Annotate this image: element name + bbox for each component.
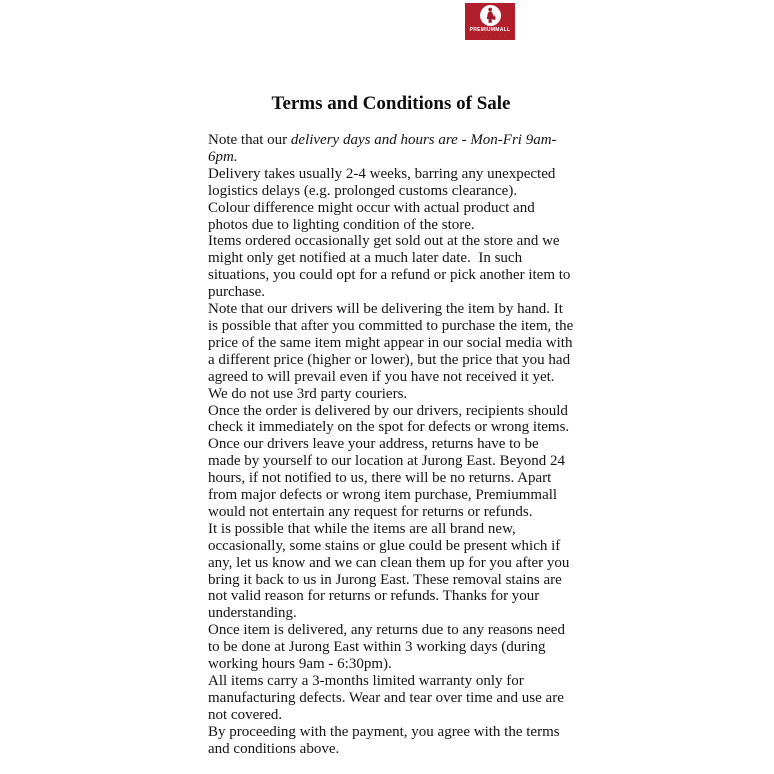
logo-tagline: · · · · · · · · bbox=[474, 34, 506, 38]
terms-paragraph: Items ordered occasionally get sold out at the store and we might only get notified at a much later date. In such situations, you could opt for a refund or pick another item to purchase. bbox=[208, 233, 575, 301]
terms-document bbox=[208, 92, 578, 758]
terms-paragraph: Once our drivers leave your address, returns have to be made by yourself to our location at Jurong East. Beyond 24 hours, if not notified to us, there will be no returns. Apart from major defects or wrong item purchase, Premiummall would not entertain any request for returns or refunds. bbox=[208, 436, 569, 520]
logo-brand-text: PREMIUMMALL bbox=[469, 27, 511, 33]
paragraph-text-italic: delivery days and hours are - Mon-Fri 9am-6pm. bbox=[208, 132, 557, 165]
paragraph-text: Note that our bbox=[208, 132, 291, 148]
shopper-silhouette-icon bbox=[480, 5, 501, 26]
terms-paragraph: Once the order is delivered by our drivers, recipients should check it immediately on the spot for defects or wrong items. bbox=[208, 402, 572, 436]
terms-paragraph: It is possible that while the items are all brand new, occasionally, some stains or glue could be present which if any, let us know and we can clean them up for you after you bring it back to us in Jurong East. These removal stains are not valid reason for returns or refunds. Thanks for your understanding. bbox=[208, 520, 574, 622]
terms-paragraph: Once item is delivered, any returns due to any reasons need to be done at Jurong East within 3 working days (during working hours 9am - 6:30pm). bbox=[208, 622, 569, 673]
terms-paragraph bbox=[208, 132, 574, 166]
terms-paragraph: Delivery takes usually 2-4 weeks, barring any unexpected logistics delays (e.g. prolonged customs clearance). bbox=[208, 165, 560, 199]
brand-logo bbox=[465, 3, 515, 40]
terms-paragraph: By proceeding with the payment, you agree with the terms and conditions above. bbox=[208, 723, 564, 757]
terms-paragraph: Note that our drivers will be delivering the item by hand. It is possible that after you committed to purchase the item, the price of the same item might appear in our social media with a different price (higher or lower), but the price that you had agreed to will prevail even if you have not received it yet. We do not use 3rd party couriers. bbox=[208, 301, 578, 402]
page-title: Terms and Conditions of Sale bbox=[271, 93, 511, 114]
terms-paragraph: All items carry a 3-months limited warranty only for manufacturing defects. Wear and tear over time and use are not covered. bbox=[208, 673, 568, 723]
terms-paragraph: Colour difference might occur with actual product and photos due to lighting condition of the store. bbox=[208, 199, 539, 233]
